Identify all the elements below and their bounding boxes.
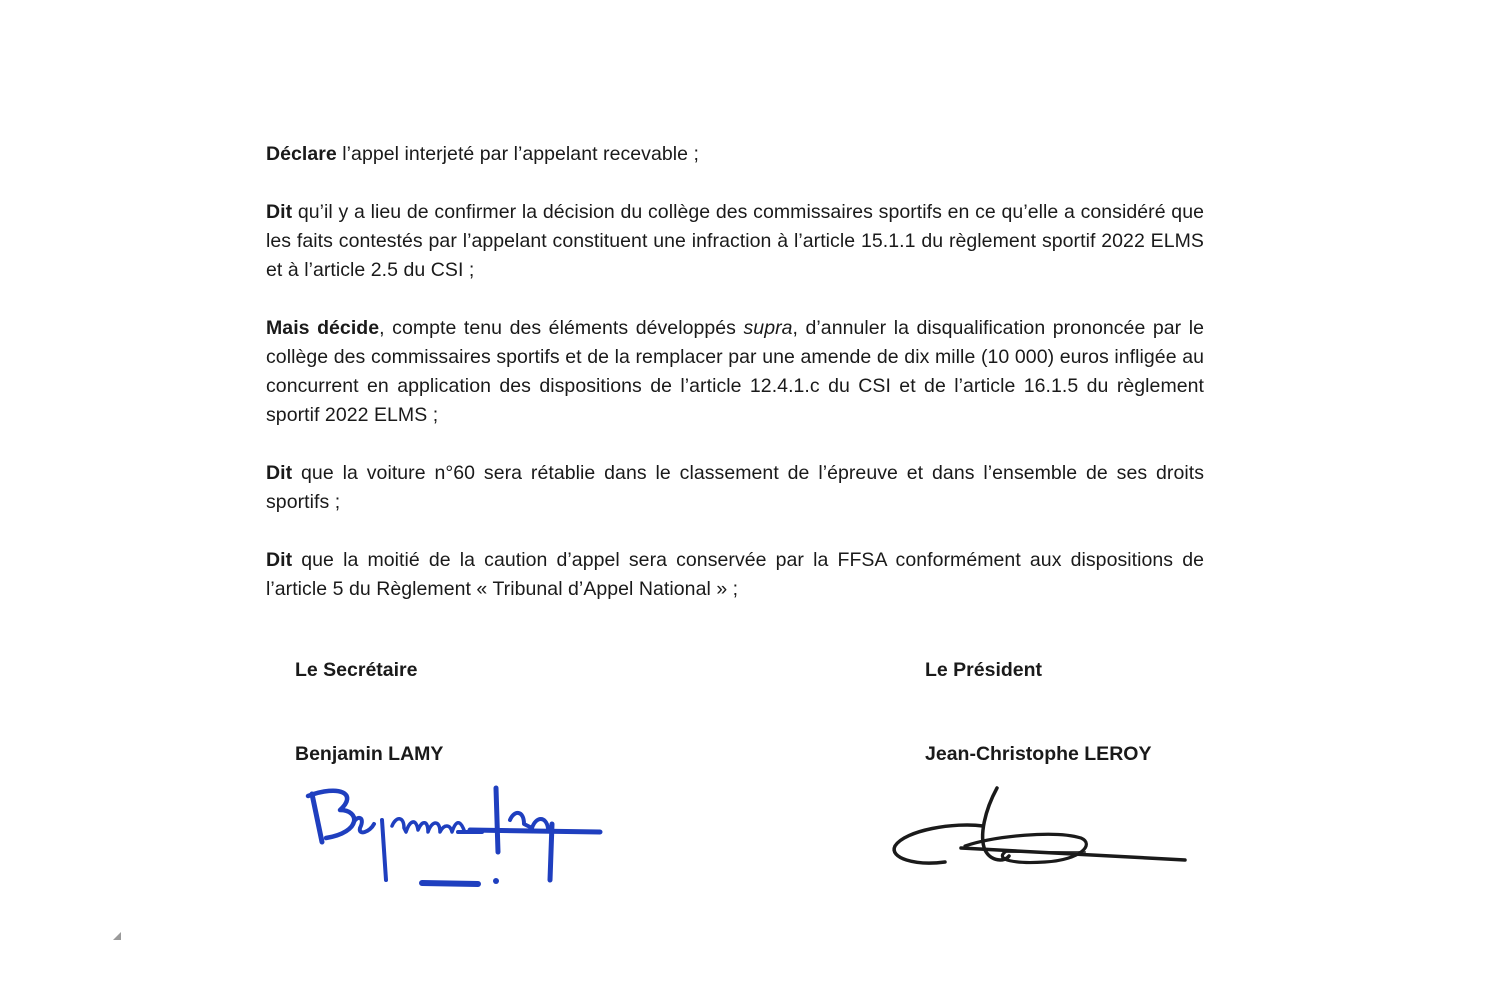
secretary-title: Le Secrétaire (295, 659, 418, 681)
president-name: Jean-Christophe LEROY (925, 743, 1152, 765)
paragraph-lead: Dit (266, 462, 293, 484)
corner-mark-icon (113, 932, 121, 940)
paragraph-dit-caution (266, 546, 1204, 604)
paragraph-text-pre: , compte tenu des éléments développés (379, 317, 744, 339)
paragraph-dit-voiture (266, 459, 1204, 517)
paragraph-italic: supra (743, 317, 793, 339)
paragraph-lead: Mais décide (266, 317, 380, 339)
paragraph-text: l’appel interjeté par l’appelant recevable ; (336, 143, 699, 165)
president-signature (885, 780, 1195, 875)
paragraph-text: que la moitié de la caution d’appel sera conservée par la FFSA conformément aux dispositions de l’article 5 du Règlement « Tribunal d’Appel National » ; (266, 549, 1204, 600)
paragraph-text-post: , d’annuler la disqualification prononcée par le collège des commissaires sportifs et de la remplacer par une amende de dix mille (10 000) euros infligée au concurrent en application des dispositions de l’article 12.4.1.c du CSI et de l’article 16.1.5 du règlement sportif 2022 ELMS ; (266, 317, 1204, 426)
paragraph-dit-confirm (266, 198, 1204, 285)
paragraph-lead: Dit (266, 549, 293, 571)
paragraph-lead: Dit (266, 201, 293, 223)
paragraph-lead: Déclare (266, 143, 337, 165)
paragraph-text: qu’il y a lieu de confirmer la décision du collège des commissaires sportifs en ce qu’elle a considéré que les faits contestés par l’appelant constituent une infraction à l’article 15.1.1 du règlement sportif 2022 ELMS et à l’article 2.5 du CSI ; (266, 201, 1204, 281)
president-title: Le Président (925, 659, 1043, 681)
paragraph-declare (266, 140, 1204, 169)
paragraph-mais-decide (266, 314, 1204, 430)
secretary-name: Benjamin LAMY (295, 743, 444, 765)
decision-body (266, 140, 1204, 633)
secretary-signature (300, 780, 610, 895)
paragraph-text: que la voiture n°60 sera rétablie dans le classement de l’épreuve et dans l’ensemble de ses droits sportifs ; (266, 462, 1204, 513)
